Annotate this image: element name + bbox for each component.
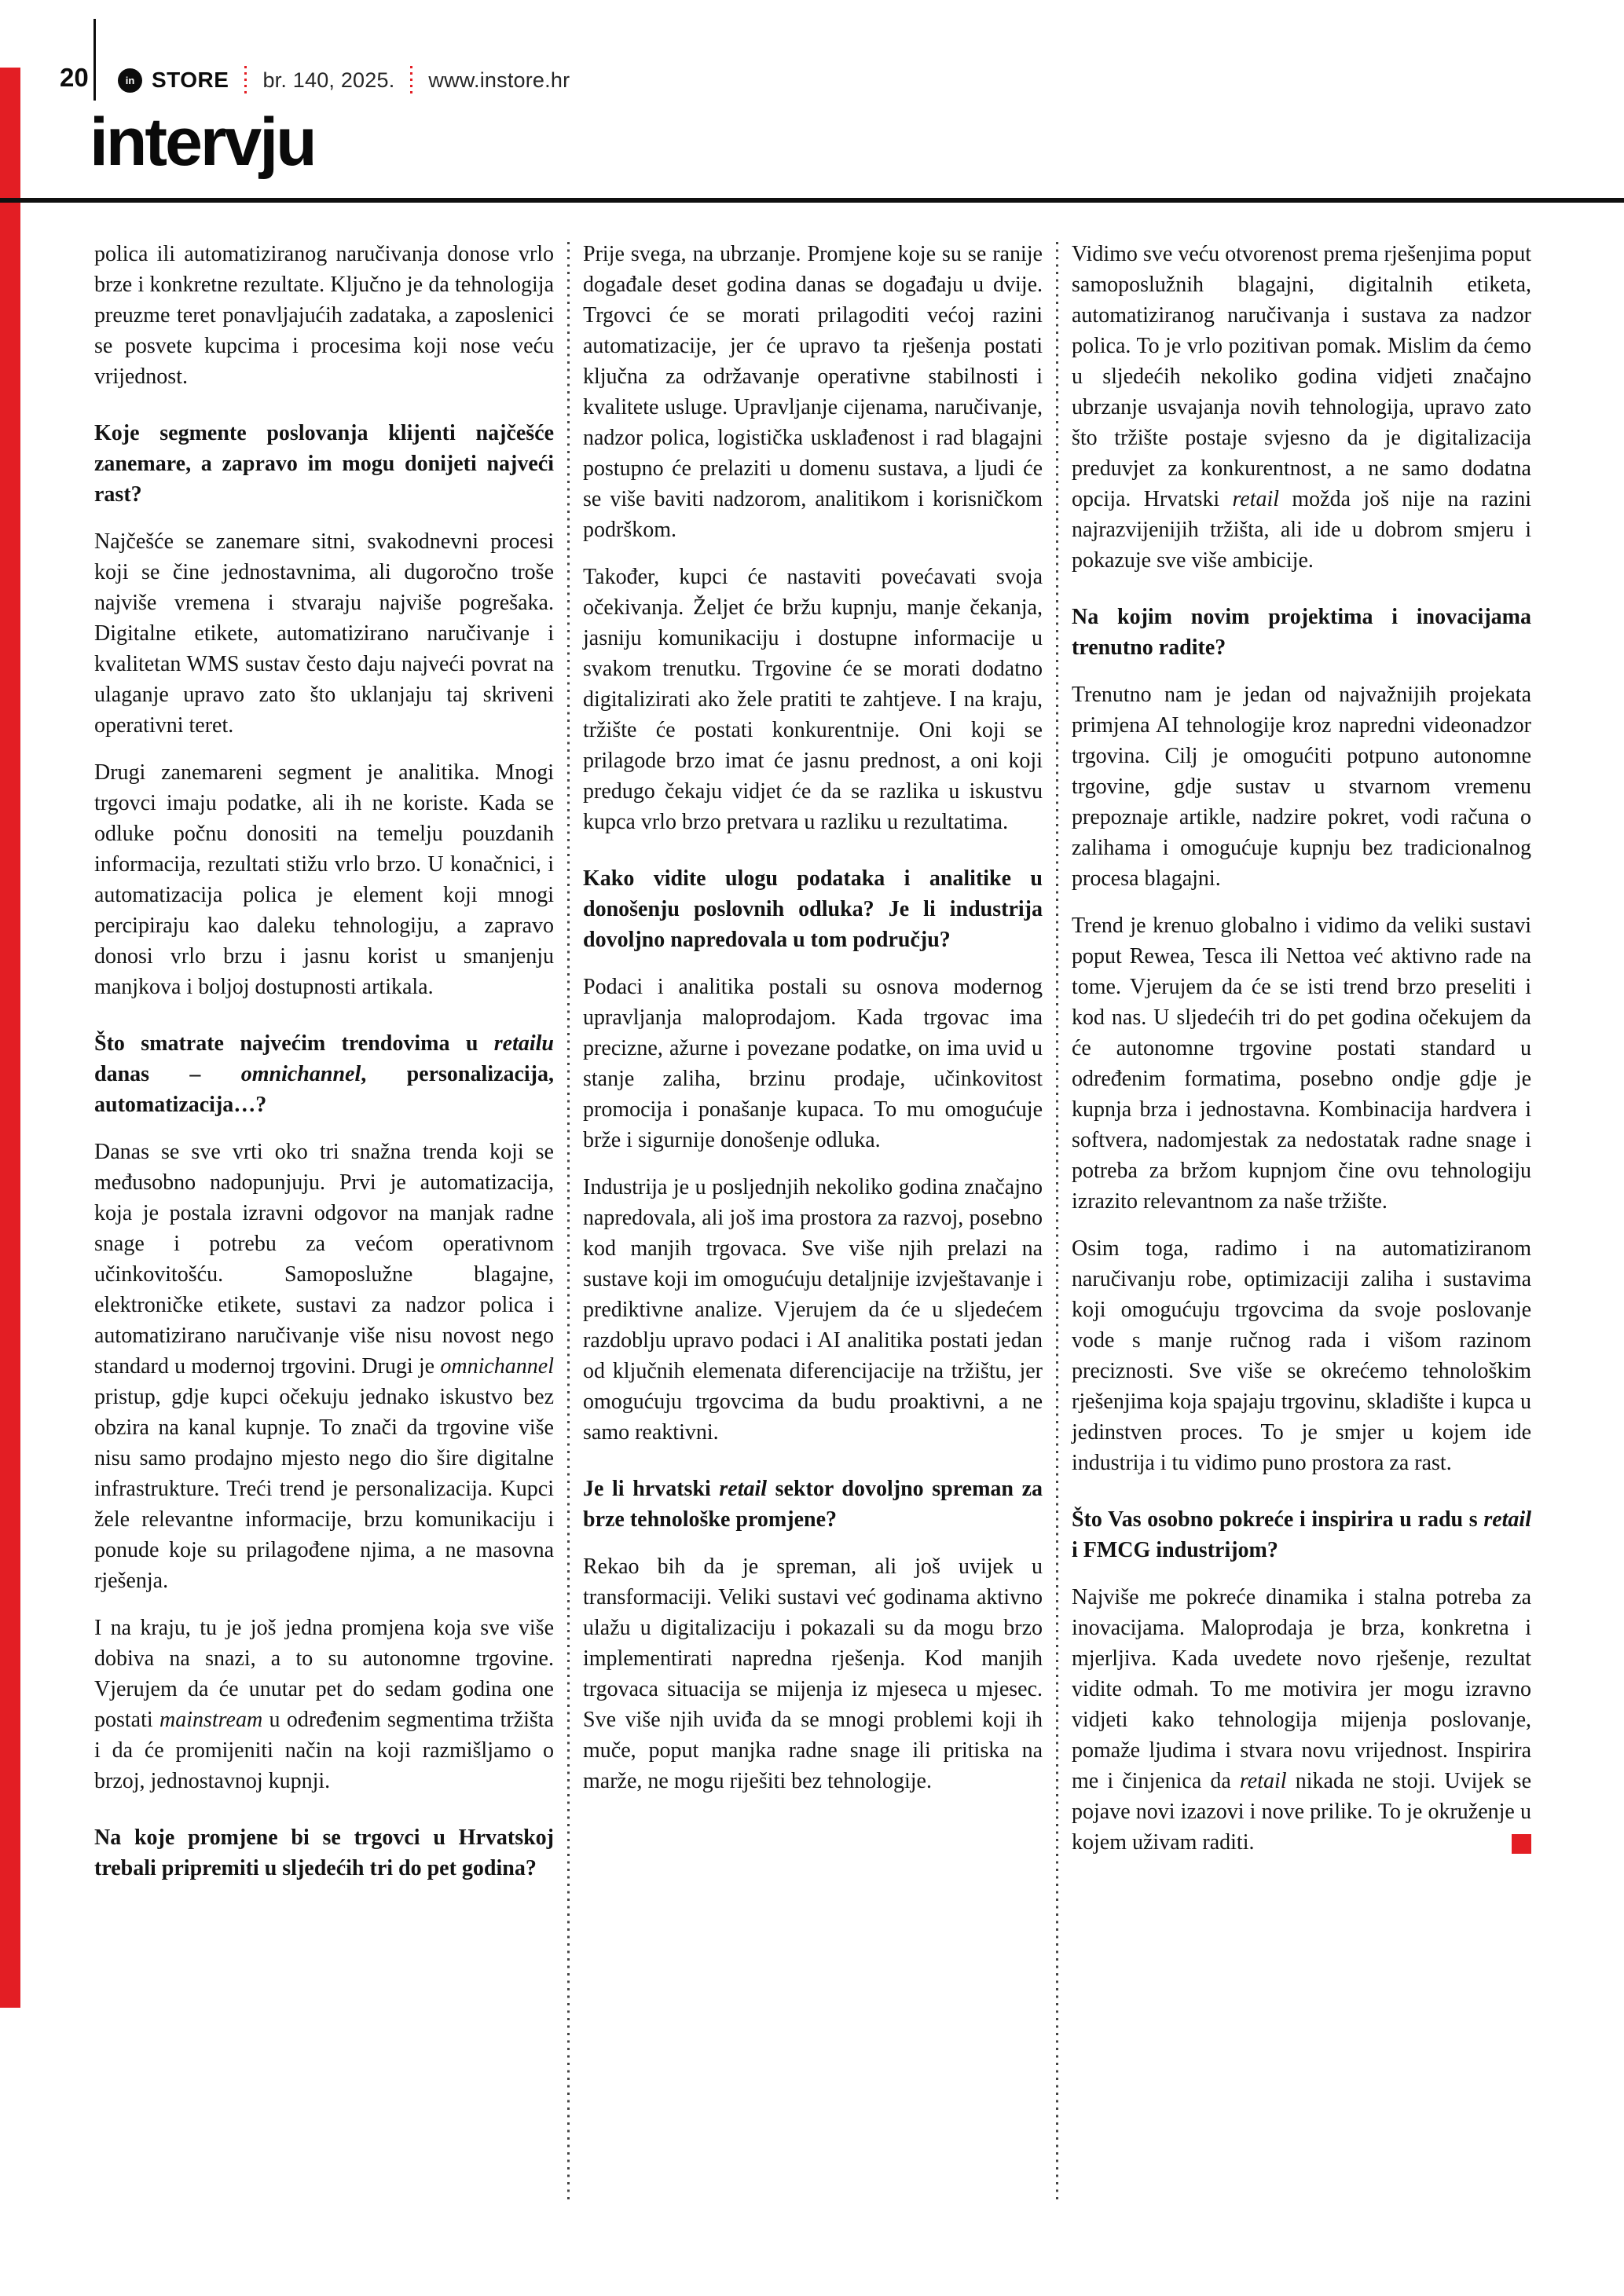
- text-run: Što smatrate najvećim trendovima u: [94, 1031, 494, 1056]
- text-run: možda još nije na razini najrazvijenijih tržišta, ali ide u dobrom smjeru i pokazuje sve više ambicije.: [1072, 487, 1531, 573]
- article-paragraph: [94, 526, 554, 741]
- article-paragraph: [1072, 1582, 1531, 1858]
- website-url: www.instore.hr: [428, 68, 570, 92]
- article-paragraph: [1072, 910, 1531, 1217]
- instore-logo-text: STORE: [152, 68, 229, 92]
- text-run: mainstream: [159, 1708, 263, 1732]
- article-paragraph: [94, 239, 554, 392]
- instore-logo-icon-text: in: [125, 74, 135, 86]
- text-run: Najčešće se zanemare sitni, svakodnevni procesi koji se čine jednostavnima, ali dugoročno troše najviše vremena i stvaraju najviše pogrešaka. Digitalne etikete, automatizirano naručivanje i kvalitetan WMS sustav često daju najveći povrat na ulaganje upravo zato što uklanjaju taj skriveni operativni teret.: [94, 529, 554, 738]
- issue-number: br. 140, 2025.: [262, 68, 395, 92]
- text-run: Koje segmente poslovanja klijenti najčešće zanemare, a zapravo im mogu donijeti najveći rast?: [94, 421, 554, 507]
- text-run: danas –: [94, 1062, 241, 1086]
- text-run: I na kraju, tu je još jedna promjena koja sve više dobiva na snazi, a to su autonomne trgovine. Vjerujem da će unutar pet do sedam godina one postati: [94, 1616, 554, 1732]
- text-run: retail: [1232, 487, 1280, 511]
- text-run: Također, kupci će nastaviti povećavati svoja očekivanja. Željet će bržu kupnju, manje čekanja, jasniju komunikaciju i dostupne informacije u svakom trenutku. Trgovine će se morati dodatno digitalizirati ako žele pratiti te zahtjeve. I na kraju, tržište će postati konkurentnije. Oni koji se prilagode brzo imat će jasnu prednost, a oni koji predugo čekaju vidjet će da se razlika u iskustvu kupca vrlo brzo pretvara u razliku u rezultatima.: [583, 565, 1043, 834]
- text-run: Najviše me pokreće dinamika i stalna potreba za inovacijama. Maloprodaja je brza, konkretna i mjerljiva. Kada uvedete novo rješenje, rezultat vidite odmah. To me motivira jer mogu izravno vidjeti kako tehnologija mijenja poslovanje, pomaže ljudima i stvara novu vrijednost. Inspirira me i činjenica da: [1072, 1585, 1531, 1793]
- text-run: Kako vidite ulogu podataka i analitike u donošenju poslovnih odluka? Je li industrija dovoljno napredovala u tom području?: [583, 866, 1043, 952]
- text-run: Rekao bih da je spreman, ali još uvijek u transformaciji. Veliki sustavi već godinama aktivno ulažu u digitalizaciju i pokazali su da mogu brzo implementirati napredna rješenja. Kod manjih trgovaca situacija se mijenja iz mjeseca u mjesec. Sve više njih uviđa da se mnogi problemi koji ih muče, poput manjka radne snage ili pritiska na marže, ne mogu riješiti bez tehnologije.: [583, 1554, 1043, 1793]
- text-run: Na kojim novim projektima i inovacijama trenutno radite?: [1072, 605, 1531, 660]
- article-paragraph: [94, 757, 554, 1002]
- header-rule: [0, 198, 1624, 203]
- text-run: u određenim segmentima tržišta i da će promijeniti način na koji razmišljamo o brzoj, jednostavnoj kupnji.: [94, 1708, 554, 1793]
- text-run: , personalizacija, automatizacija…?: [94, 1062, 554, 1117]
- interview-question: [1072, 1504, 1531, 1565]
- text-run: nikada ne stoji. Uvijek se pojave novi izazovi i nove prilike. To je okruženje u kojem uživam raditi.: [1072, 1769, 1531, 1855]
- article-paragraph: [1072, 1233, 1531, 1478]
- text-run: Industrija je u posljednjih nekoliko godina značajno napredovala, ali još ima prostora za razvoj, posebno kod manjih trgovaca. Sve više njih prelazi na sustave koji im omogućuju detaljnije izvještavanje i prediktivne analize. Vjerujem da će u sljedećem razdoblju upravo podaci i AI analitika postati jedan od ključnih elemenata diferencijacije na tržištu, jer omogućuju trgovcima da budu proaktivni, a ne samo reaktivni.: [583, 1175, 1043, 1445]
- end-of-article-mark: [1512, 1834, 1531, 1854]
- text-run: Trend je krenuo globalno i vidimo da veliki sustavi poput Rewea, Tesca ili Nettoa već aktivno rade na tome. Vjerujem da će se isti trend brzo preseliti i kod nas. U sljedećih tri do pet godina očekujem da će autonomne trgovine postati standard u određenim formatima, posebno ondje gdje je kupnja brza i jednostavna. Kombinacija hardvera i softvera, nadomjestak za nedostatak radne snage i potreba za bržom kupnjom čine ovu tehnologiju izrazito relevantnom za naše tržište.: [1072, 914, 1531, 1214]
- text-run: omnichannel: [240, 1062, 361, 1086]
- article-paragraph: [94, 1137, 554, 1596]
- header-divider: [93, 19, 96, 101]
- text-run: Podaci i analitika postali su osnova modernog upravljanja maloprodajom. Kada trgovac ima precizne, ažurne i povezane podatke, on ima uvid u stanje zaliha, brzinu prodaje, učinkovitost promocija i ponašanje kupaca. To mu omogućuje brže i sigurnije donošenje odluka.: [583, 975, 1043, 1152]
- interview-question: [583, 1474, 1043, 1535]
- interview-question: [1072, 602, 1531, 663]
- article-paragraph: [583, 1551, 1043, 1796]
- text-run: Je li hrvatski: [583, 1477, 720, 1501]
- article-paragraph: [583, 562, 1043, 837]
- page-number: 20: [60, 63, 89, 92]
- text-run: Trenutno nam je jedan od najvažnijih projekata primjena AI tehnologije kroz napredni videonadzor trgovina. Cilj je omogućiti potpuno autonomne trgovine, gdje sustav u stvarnom vremenu prepoznaje artikle, nadzire pokret, vodi računa o zalihama i omogućuje kupnju bez tradicionalnog procesa blagajni.: [1072, 683, 1531, 891]
- interview-question: [94, 1028, 554, 1120]
- text-run: Danas se sve vrti oko tri snažna trenda koji se međusobno nadopunjuju. Prvi je automatizacija, koja je postala izravni odgovor na manjak radne snage i potrebu za većom operativnom učinkovitošću. Samoposlužne blagajne, elektroničke etikete, sustavi za nadzor polica i automatizirano naručivanje više nisu novost nego standard u modernoj trgovini. Drugi je: [94, 1140, 554, 1379]
- text-run: Prije svega, na ubrzanje. Promjene koje su se ranije događale deset godina danas se događaju u dvije. Trgovci će se morati prilagoditi većoj razini automatizacije, jer će upravo ta rješenja postati ključna za održavanje operativne stabilnosti i kvalitete usluge. Upravljanje cijenama, naručivanje, nadzor polica, logistička usklađenost i rad blagajni postupno će prelaziti u domenu sustava, a ljudi će se više baviti nadzorom, analitikom i korisničkom podrškom.: [583, 242, 1043, 542]
- section-title: intervju: [90, 104, 315, 180]
- article-paragraph: [1072, 239, 1531, 576]
- text-run: sektor dovoljno spreman za brze tehnološke promjene?: [583, 1477, 1043, 1532]
- text-run: pristup, gdje kupci očekuju jednako iskustvo bez obzira na kanal kupnje. To znači da trgovine više nisu samo prodajno mjesto nego dio šire digitalne infrastrukture. Treći trend je personalizacija. Kupci žele relevantne informacije, brzu komunikaciju i ponude koje su prilagođene njima, a ne masovna rješenja.: [94, 1385, 554, 1593]
- interview-question: [94, 418, 554, 510]
- text-run: omnichannel: [440, 1354, 554, 1379]
- text-run: Na koje promjene bi se trgovci u Hrvatskoj trebali pripremiti u sljedećih tri do pet godina?: [94, 1825, 554, 1880]
- article-column-2: [583, 239, 1043, 2281]
- article-paragraph: [583, 972, 1043, 1155]
- interview-question: [583, 863, 1043, 955]
- article-column-1: [94, 239, 554, 2281]
- red-dotted-divider-icon: [244, 66, 247, 94]
- text-run: retail: [1483, 1507, 1531, 1532]
- text-run: i FMCG industrijom?: [1072, 1538, 1278, 1562]
- article-body: [94, 239, 1531, 2281]
- article-paragraph: [1072, 679, 1531, 894]
- text-run: polica ili automatiziranog naručivanja donose vrlo brze i konkretne rezultate. Ključno je da tehnologija preuzme teret ponavljajućih zadataka, a zaposlenici se posvete kupcima i procesima koji nose veću vrijednost.: [94, 242, 554, 389]
- section-color-bar: [0, 68, 20, 2008]
- article-paragraph: [583, 1172, 1043, 1448]
- text-run: Drugi zanemareni segment je analitika. Mnogi trgovci imaju podatke, ali ih ne koriste. Kada se odluke počnu donositi na temelju pouzdanih informacija, rezultati stižu vrlo brzo. U konačnici, i automatizacija polica je element koji mnogi percipiraju kao daleku tehnologiju, a zapravo donosi vrlo brzu i jasnu korist u smanjenju manjkova i boljoj dostupnosti artikala.: [94, 760, 554, 999]
- instore-logo-icon: [118, 68, 142, 93]
- article-paragraph: [94, 1613, 554, 1796]
- text-run: Što Vas osobno pokreće i inspirira u radu s: [1072, 1507, 1484, 1532]
- red-dotted-divider-icon: [410, 66, 412, 94]
- interview-question: [94, 1822, 554, 1884]
- article-column-3: [1072, 239, 1531, 2281]
- text-run: retail: [1239, 1769, 1287, 1793]
- article-paragraph: [583, 239, 1043, 545]
- text-run: retail: [719, 1477, 768, 1501]
- text-run: Vidimo sve veću otvorenost prema rješenjima poput samoposlužnih blagajni, digitalnih etiketa, automatiziranog naručivanja i sustava za nadzor polica. To je vrlo pozitivan pomak. Mislim da ćemo u sljedećih nekoliko godina vidjeti značajno ubrzanje usvajanja novih tehnologija, upravo zato što tržište postaje svjesno da je digitalizacija preduvjet za konkurentnost, a ne samo dodatna opcija. Hrvatski: [1072, 242, 1531, 511]
- text-run: Osim toga, radimo i na automatiziranom naručivanju robe, optimizaciji zaliha i sustavima koji omogućuju trgovcima da svoje poslovanje vode s manje ručnog rada i višom razinom preciznosti. Sve više se okrećemo tehnološkim rješenjima koja spajaju trgovinu, skladište i kupca u jedinstven proces. To je smjer u kojem ide industrija i tu vidimo puno prostora za rast.: [1072, 1236, 1531, 1475]
- text-run: retailu: [493, 1031, 554, 1056]
- magazine-brand: [118, 66, 570, 94]
